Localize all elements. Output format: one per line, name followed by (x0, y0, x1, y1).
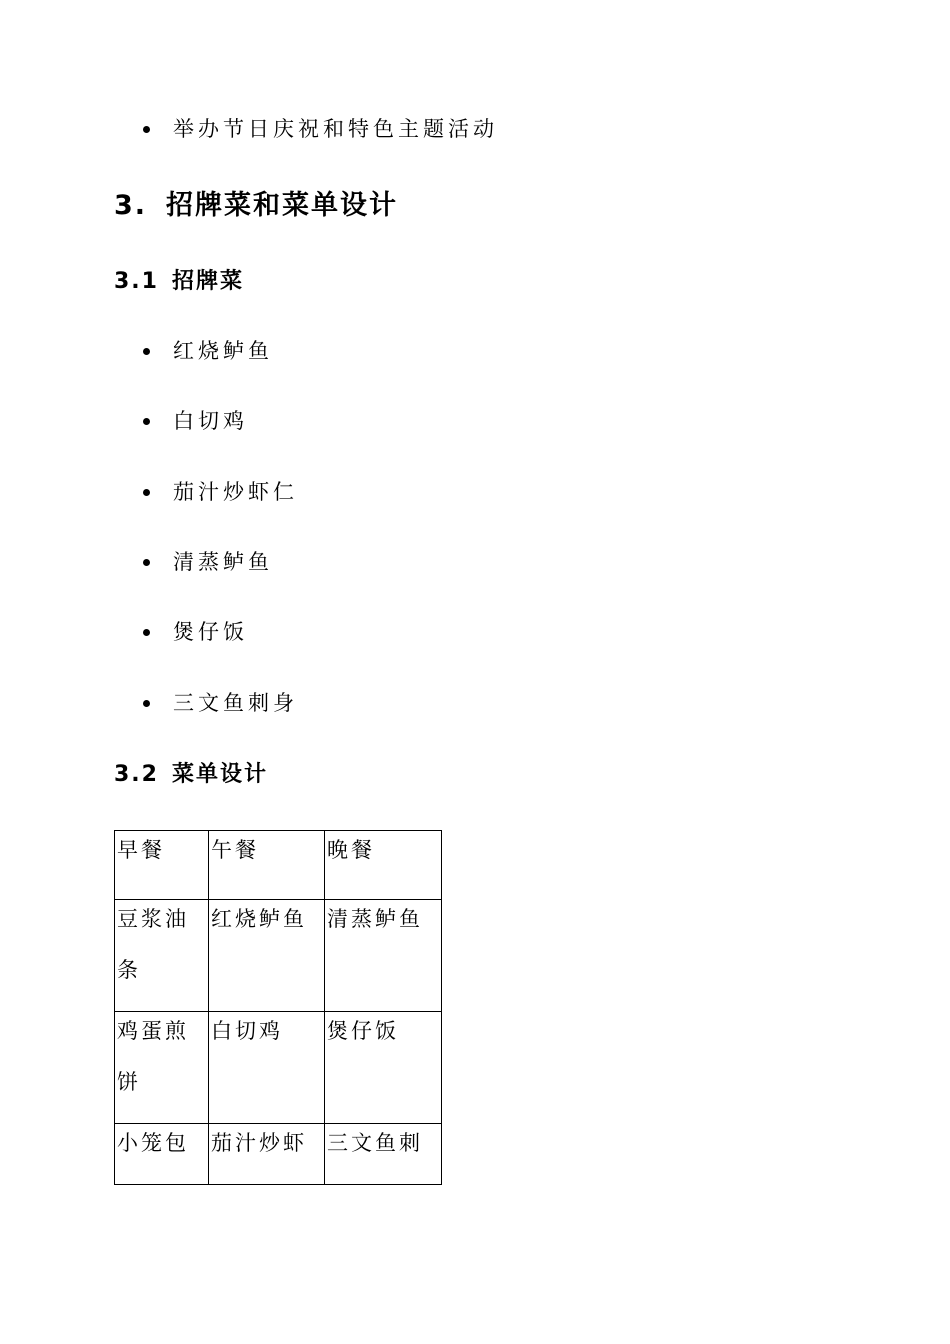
list-item-text: 清蒸鲈鱼 (173, 550, 273, 574)
list-item (143, 547, 273, 577)
table-header-cell: 午餐 (209, 831, 325, 900)
section-heading (114, 186, 398, 226)
list-item-text: 红烧鲈鱼 (173, 339, 273, 363)
menu-table (114, 830, 442, 1185)
list-item (143, 336, 273, 366)
table-header-cell: 早餐 (115, 831, 209, 900)
table-cell: 煲仔饭 (325, 1012, 442, 1124)
list-item (143, 477, 298, 507)
subsection-title: 招牌菜 (172, 269, 245, 294)
list-item-text: 举办节日庆祝和特色主题活动 (173, 117, 498, 141)
list-item (143, 617, 248, 647)
list-item (143, 114, 498, 144)
table-header-cell: 晚餐 (325, 831, 442, 900)
table-cell: 鸡蛋煎饼 (115, 1012, 209, 1124)
list-item-text: 白切鸡 (173, 409, 248, 433)
table-cell: 茄汁炒虾 (209, 1124, 325, 1185)
bullet-icon (143, 559, 150, 566)
table-row (115, 900, 442, 1012)
list-item (143, 406, 248, 436)
table-cell: 白切鸡 (209, 1012, 325, 1124)
bullet-icon (143, 348, 150, 355)
section-number: 3. (114, 190, 148, 221)
subsection-title: 菜单设计 (172, 762, 269, 787)
table-cell: 小笼包 (115, 1124, 209, 1185)
list-item-text: 煲仔饭 (173, 620, 248, 644)
bullet-icon (143, 629, 150, 636)
list-item-text: 三文鱼刺身 (173, 691, 298, 715)
table-row (115, 1012, 442, 1124)
bullet-icon (143, 418, 150, 425)
table-cell: 豆浆油条 (115, 900, 209, 1012)
subsection-heading-signature-dishes (114, 266, 244, 298)
list-item-text: 茄汁炒虾仁 (173, 480, 298, 504)
table-cell: 清蒸鲈鱼 (325, 900, 442, 1012)
table-cell: 红烧鲈鱼 (209, 900, 325, 1012)
subsection-number: 3.1 (114, 269, 159, 294)
subsection-heading-menu-design (114, 759, 268, 791)
bullet-icon (143, 700, 150, 707)
section-title: 招牌菜和菜单设计 (166, 190, 398, 221)
list-item (143, 688, 298, 718)
table-row (115, 1124, 442, 1185)
table-header-row (115, 831, 442, 900)
bullet-icon (143, 489, 150, 496)
table-cell: 三文鱼刺 (325, 1124, 442, 1185)
bullet-icon (143, 126, 150, 133)
subsection-number: 3.2 (114, 762, 159, 787)
